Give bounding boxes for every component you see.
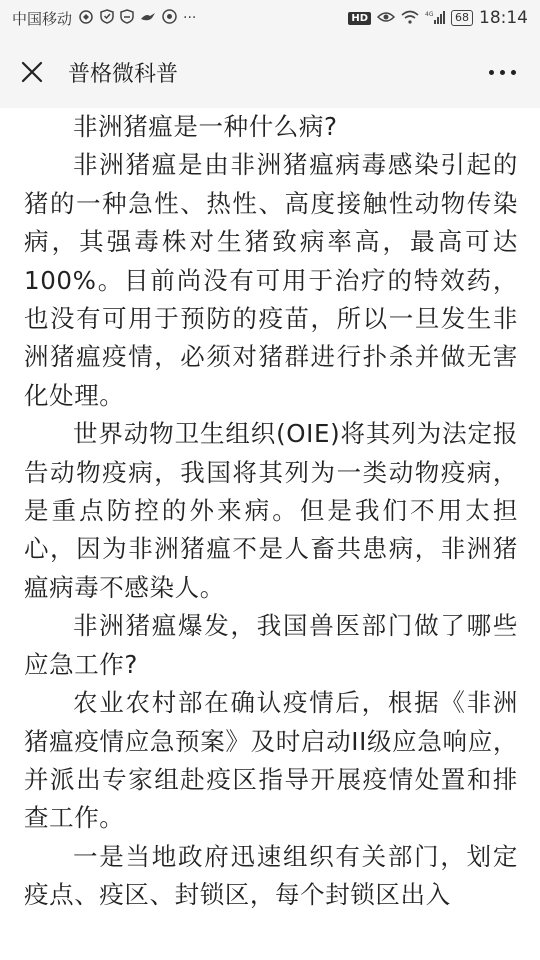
- clock: 18:14: [479, 8, 528, 28]
- article-paragraph: 非洲猪瘟是由非洲猪瘟病毒感染引起的猪的一种急性、热性、高度接触性动物传染病，其强毒株对生猪致病率高，最高可达100%。目前尚没有可用于治疗的特效药，也没有可用于预防的疫苗，所以一旦发生非洲猪瘟疫情，必须对猪群进行扑杀并做无害化处理。: [24, 150, 518, 410]
- more-icon-dot: [500, 70, 505, 75]
- shield-icon: [100, 9, 114, 27]
- status-bar: [0, 0, 540, 36]
- page-title: 普格微科普: [68, 61, 179, 87]
- article-paragraph: 农业农村部在确认疫情后，根据《非洲猪瘟疫情应急预案》及时启动II级应急响应，并派出专家组赴疫区指导开展疫情处置和排查工作。: [24, 688, 518, 833]
- close-button[interactable]: [18, 58, 46, 86]
- eye-icon: [377, 11, 395, 26]
- article-paragraph: 一是当地政府迅速组织有关部门，划定疫点、疫区、封锁区，每个封锁区出入: [24, 841, 518, 910]
- wifi-icon: [401, 10, 419, 27]
- article-paragraph: 非洲猪瘟爆发，我国兽医部门做了哪些应急工作?: [24, 611, 518, 679]
- nav-bar: [0, 36, 540, 108]
- status-right: [348, 8, 528, 28]
- cloud-icon: [78, 10, 94, 27]
- article-body: [24, 108, 518, 915]
- status-left: [12, 8, 196, 29]
- close-icon: [20, 60, 44, 84]
- app-circle-icon: [162, 9, 177, 27]
- more-notifications-icon: ···: [183, 10, 197, 26]
- signal-icon: [425, 10, 445, 27]
- bird-icon: [140, 11, 156, 26]
- article-paragraph: 非洲猪瘟是一种什么病?: [73, 112, 338, 141]
- battery-indicator: 68: [451, 10, 473, 26]
- more-icon-dot: [489, 70, 494, 75]
- svg-text:4G: 4G: [425, 10, 434, 18]
- more-icon-dot: [511, 70, 516, 75]
- article-paragraph: 世界动物卫生组织(OIE)将其列为法定报告动物疫病，我国将其列为一类动物疫病，是重点防控的外来病。但是我们不用太担心，因为非洲猪瘟不是人畜共患病，非洲猪瘟病毒不感染人。: [24, 419, 518, 602]
- carrier-label: 中国移动: [12, 9, 73, 28]
- shield-check-icon: [120, 9, 134, 27]
- hd-badge: HD: [348, 12, 371, 25]
- more-button[interactable]: [482, 58, 522, 86]
